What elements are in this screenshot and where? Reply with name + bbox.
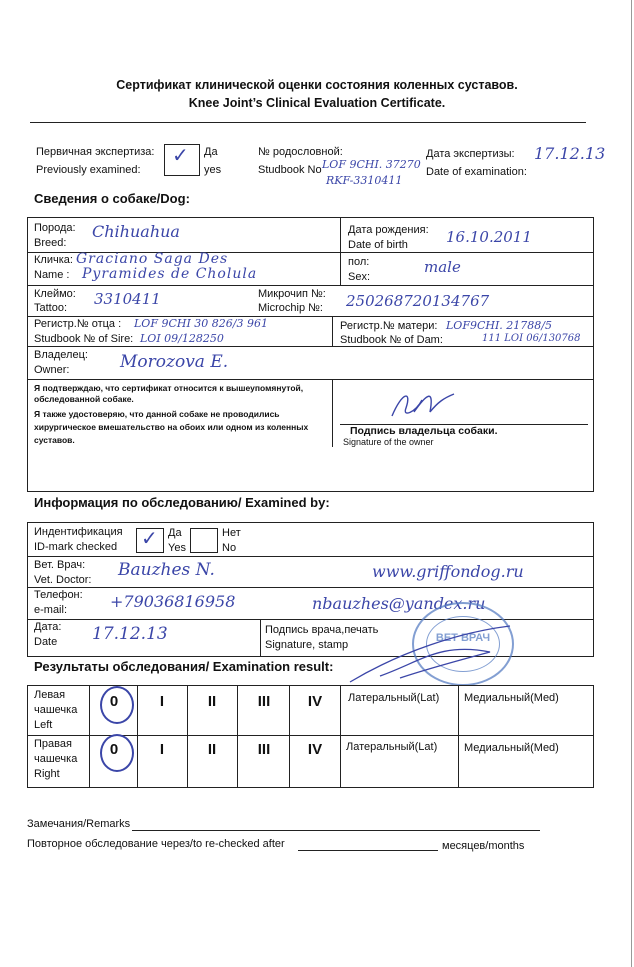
sign-en: Signature, stamp <box>265 639 349 651</box>
left-grade-4: IV <box>307 693 323 710</box>
col-divider <box>340 217 341 285</box>
name-value-2: Pyramides de Cholula <box>82 266 258 282</box>
left-ru-1: Левая <box>34 689 66 701</box>
left-grade-3: III <box>257 693 271 710</box>
right-en: Right <box>34 768 60 780</box>
id-no-ru: Нет <box>222 527 241 539</box>
sex-value: male <box>424 258 461 276</box>
right-grade-circle <box>100 734 134 772</box>
sign-ru: Подпись врача,печать <box>265 624 379 636</box>
title-en: Knee Joint’s Clinical Evaluation Certificate. <box>188 96 446 110</box>
remarks-label: Замечания/Remarks <box>27 818 131 830</box>
confirm-text-2: Я также удостоверяю, что данной собаке не проводились хирургическое вмешательство на обоих или одном из коленных суставов. <box>34 409 309 445</box>
right-grade-1: I <box>159 741 165 758</box>
dam-value-2: 111 LOI 06/130768 <box>482 333 581 344</box>
right-grade-2: II <box>207 741 217 758</box>
id-yes-ru: Да <box>168 527 182 539</box>
phone-en: e-mail: <box>34 604 68 616</box>
pedigree-ru: № родословной: <box>258 146 343 158</box>
left-en: Left <box>34 719 53 731</box>
chip-ru: Микрочип №: <box>258 288 326 300</box>
left-grade-0: 0 <box>109 693 119 710</box>
prev-yes-en: yes <box>204 164 222 176</box>
date-en: Date <box>34 636 58 648</box>
owner-signature-icon <box>384 382 464 424</box>
title-divider <box>30 122 586 123</box>
right-ru-1: Правая <box>34 738 72 750</box>
sex-ru: пол: <box>348 256 370 268</box>
row-divider <box>27 587 593 588</box>
prev-exam-ru: Первичная экспертиза: <box>36 146 155 158</box>
dog-section-title: Сведения о собаке/Dog: <box>34 191 190 206</box>
check-mark-icon: ✓ <box>141 528 158 550</box>
dam-en: Studbook № of Dam: <box>340 334 443 346</box>
owner-sig-ru: Подпись владельца собаки. <box>350 425 498 437</box>
row-divider <box>27 285 593 286</box>
stamp-text: ВЕТ ВРАЧ <box>435 632 491 644</box>
right-ru-2: чашечка <box>34 753 78 765</box>
result-section-title: Результаты обследования/ Examination result: <box>34 659 334 674</box>
col-divider <box>289 685 290 787</box>
vet-value: Bauzhes N. <box>118 560 215 580</box>
remarks-line <box>132 830 540 831</box>
col-divider <box>340 685 341 787</box>
row-divider <box>27 379 593 380</box>
phone-value: +79036816958 <box>110 592 236 611</box>
page-edge <box>631 0 632 967</box>
name-ru: Кличка: <box>34 254 73 266</box>
email-value: nbauzhes@yandex.ru <box>312 594 486 613</box>
sire-value-2: LOI 09/128250 <box>140 332 224 345</box>
dam-ru: Регистр.№ матери: <box>340 320 438 332</box>
pedigree-value-1: LOF 9CHI. 37270 <box>322 158 421 171</box>
dob-en: Date of birth <box>348 239 408 251</box>
name-value-1: Graciano Saga Des <box>76 251 229 267</box>
right-grade-3: III <box>257 741 271 758</box>
tattoo-value: 3310411 <box>94 290 161 308</box>
vet-signature-icon <box>340 612 530 692</box>
right-medial: Медиальный(Med) <box>464 742 559 754</box>
exam-date-value: 17.12.13 <box>534 144 606 163</box>
sex-en: Sex: <box>348 271 371 283</box>
prev-exam-en: Previously examined: <box>36 164 141 176</box>
tattoo-en: Tattoo: <box>34 302 68 314</box>
sire-ru: Регистр.№ отца : <box>34 318 122 330</box>
phone-ru: Телефон: <box>34 589 83 601</box>
check-mark-icon: ✓ <box>172 145 189 167</box>
tattoo-ru: Клеймо: <box>34 288 76 300</box>
id-mark-ru: Индентификация <box>34 526 123 538</box>
right-grade-4: IV <box>307 741 323 758</box>
recheck-line <box>298 850 438 851</box>
row-divider <box>27 556 593 557</box>
dam-value-1: LOF9CHI. 21788/5 <box>446 319 552 332</box>
breed-en: Breed: <box>34 237 67 249</box>
row-divider <box>27 346 593 347</box>
col-divider <box>237 685 238 787</box>
date-value: 17.12.13 <box>92 624 168 644</box>
breed-ru: Порода: <box>34 222 76 234</box>
left-lateral: Латеральный(Lat) <box>348 692 440 704</box>
id-yes-en: Yes <box>168 542 186 554</box>
exam-date-en: Date of examination: <box>426 166 527 178</box>
id-no-checkbox[interactable] <box>190 528 218 553</box>
owner-sig-en: Signature of the owner <box>343 437 434 447</box>
confirm-text-1: Я подтверждаю, что сертификат относится к вышеупомянутой, обследованной собаке. <box>34 383 304 404</box>
recheck-label: Повторное обследование через/to re-checked after <box>27 838 285 850</box>
dob-ru: Дата рождения: <box>348 224 429 236</box>
id-no-en: No <box>222 542 237 554</box>
chip-value: 250268720134767 <box>346 292 490 310</box>
site-value: www.griffondog.ru <box>372 562 524 581</box>
dob-value: 16.10.2011 <box>446 228 532 246</box>
name-en: Name : <box>34 269 70 281</box>
owner-value: Morozova E. <box>120 352 229 372</box>
owner-ru: Владелец: <box>34 349 88 361</box>
date-ru: Дата: <box>34 621 62 633</box>
left-grade-circle <box>100 686 134 724</box>
pedigree-en: Studbook No <box>258 164 322 176</box>
pedigree-value-2: RKF-3310411 <box>326 174 403 187</box>
vet-ru: Вет. Врач: <box>34 559 86 571</box>
exam-section-title: Информация по обследованию/ Examined by: <box>34 495 330 510</box>
id-mark-en: ID-mark checked <box>34 541 118 553</box>
owner-en: Owner: <box>34 364 70 376</box>
right-lateral: Латеральный(Lat) <box>346 741 438 753</box>
left-grade-1: I <box>159 693 165 710</box>
left-medial: Медиальный(Med) <box>464 692 559 704</box>
col-divider <box>332 316 333 346</box>
breed-value: Chihuahua <box>92 222 180 241</box>
left-grade-2: II <box>207 693 217 710</box>
sire-en: Studbook № of Sire: <box>34 333 134 345</box>
vet-en: Vet. Doctor: <box>34 574 92 586</box>
recheck-months: месяцев/months <box>442 840 525 852</box>
col-divider <box>458 685 459 787</box>
col-divider <box>260 619 261 656</box>
left-ru-2: чашечка <box>34 704 78 716</box>
row-divider <box>27 316 593 317</box>
prev-yes-ru: Да <box>204 146 218 158</box>
title-ru: Сертификат клинической оценки состояния коленных суставов. <box>116 78 518 92</box>
exam-date-ru: Дата экспертизы: <box>426 148 515 160</box>
sire-value-1: LOF 9CHI 30 826/3 961 <box>134 317 268 330</box>
right-grade-0: 0 <box>109 741 119 758</box>
chip-en: Microchip №: <box>258 302 323 314</box>
